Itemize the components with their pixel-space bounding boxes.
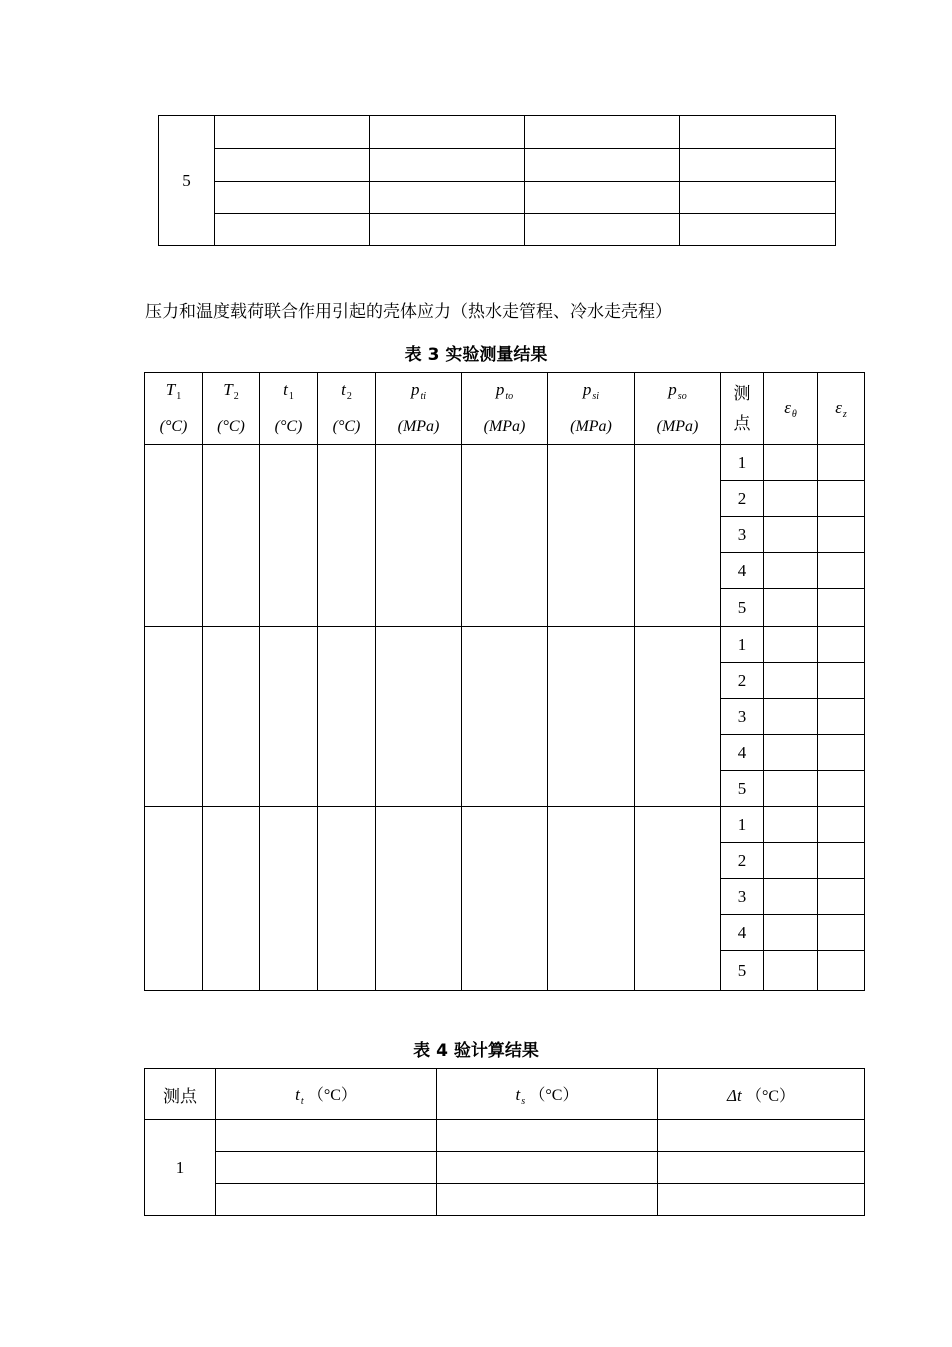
table4-caption: 表 4 验计算结果 xyxy=(413,1041,539,1061)
measure-cell xyxy=(318,627,376,807)
measure-cell xyxy=(548,445,635,627)
header-unit: (°C) xyxy=(159,418,188,435)
header-symbol: T xyxy=(223,380,233,399)
header-unit: (MPa) xyxy=(483,418,526,435)
epsilon-symbol: ε xyxy=(784,397,791,417)
top-table xyxy=(158,115,836,246)
col-ts-header xyxy=(437,1069,658,1120)
point-number: 4 xyxy=(721,553,764,589)
point-number: 5 xyxy=(721,589,764,627)
header-unit: (°C) xyxy=(274,418,303,435)
header-col-4 xyxy=(318,373,376,445)
point-number: 2 xyxy=(721,481,764,517)
point-number: 3 xyxy=(721,879,764,915)
table3-caption: 表 3 实验测量结果 xyxy=(404,345,548,365)
header-col-5 xyxy=(376,373,462,445)
strain-cell xyxy=(818,807,865,843)
ts-subscript: s xyxy=(521,1095,526,1107)
strain-cell xyxy=(764,553,818,589)
group-label: 5 xyxy=(159,116,215,246)
header-subscript: to xyxy=(505,391,514,402)
table4-group-label: 1 xyxy=(145,1120,216,1216)
header-subscript: si xyxy=(592,391,600,402)
tt-symbol: t xyxy=(295,1084,300,1104)
point-number: 1 xyxy=(721,807,764,843)
strain-cell xyxy=(764,699,818,735)
measure-cell xyxy=(548,627,635,807)
point-number: 1 xyxy=(721,627,764,663)
header-subscript: 2 xyxy=(346,391,352,402)
point-number: 5 xyxy=(721,771,764,807)
header-subscript: so xyxy=(677,391,687,402)
measure-cell xyxy=(462,627,548,807)
strain-cell xyxy=(818,627,865,663)
header-symbol: p xyxy=(582,380,592,399)
strain-cell xyxy=(764,663,818,699)
header-symbol: T xyxy=(165,380,176,399)
strain-cell xyxy=(818,481,865,517)
header-symbol: p xyxy=(410,380,420,399)
header-col-8 xyxy=(635,373,721,445)
measure-cell xyxy=(376,445,462,627)
point-number: 1 xyxy=(721,445,764,481)
strain-cell xyxy=(818,951,865,991)
strain-cell xyxy=(764,517,818,553)
ts-symbol: t xyxy=(515,1084,521,1104)
strain-cell xyxy=(764,951,818,991)
table-row xyxy=(145,627,865,663)
strain-cell xyxy=(764,915,818,951)
measure-cell xyxy=(260,807,318,991)
epsilon-subscript: θ xyxy=(791,408,797,420)
header-unit: (MPa) xyxy=(570,418,612,435)
strain-cell xyxy=(764,771,818,807)
strain-cell xyxy=(818,517,865,553)
point-number: 4 xyxy=(721,735,764,771)
point-number: 2 xyxy=(721,843,764,879)
header-symbol: t xyxy=(341,380,346,399)
strain-cell xyxy=(818,553,865,589)
epsilon-subscript: z xyxy=(842,408,847,420)
measure-cell xyxy=(203,627,260,807)
point-number: 2 xyxy=(721,663,764,699)
header-col-1 xyxy=(145,373,203,445)
strain-cell xyxy=(818,843,865,879)
measure-cell xyxy=(376,807,462,991)
strain-cell xyxy=(764,445,818,481)
header-col-3 xyxy=(260,373,318,445)
eps-z-header xyxy=(818,373,865,445)
point-header-line2: 点 xyxy=(733,413,751,434)
measurement-table xyxy=(144,372,865,991)
col-tt-header xyxy=(216,1069,437,1120)
point-number: 3 xyxy=(721,699,764,735)
strain-cell xyxy=(764,627,818,663)
measure-cell xyxy=(318,807,376,991)
col-dt-header xyxy=(658,1069,865,1120)
point-header-line1: 测 xyxy=(733,383,751,404)
header-subscript: 2 xyxy=(233,391,239,402)
measure-cell xyxy=(548,807,635,991)
strain-cell xyxy=(764,735,818,771)
point-number: 5 xyxy=(721,951,764,991)
section-paragraph: 压力和温度载荷联合作用引起的壳体应力（热水走管程、冷水走壳程） xyxy=(145,302,672,322)
measure-cell xyxy=(145,445,203,627)
measure-cell xyxy=(260,445,318,627)
measure-cell xyxy=(635,445,721,627)
point-number: 4 xyxy=(721,915,764,951)
table-row xyxy=(145,445,865,481)
dt-symbol: Δt xyxy=(726,1085,742,1105)
strain-cell xyxy=(818,663,865,699)
table-row xyxy=(145,807,865,843)
header-unit: (MPa) xyxy=(397,418,440,435)
header-unit: (°C) xyxy=(217,418,245,435)
tt-unit: （°C） xyxy=(307,1086,357,1104)
header-unit: (MPa) xyxy=(656,418,699,435)
eps-theta-header xyxy=(764,373,818,445)
header-subscript: 1 xyxy=(176,391,182,402)
strain-cell xyxy=(764,589,818,627)
strain-cell xyxy=(818,771,865,807)
header-col-7 xyxy=(548,373,635,445)
dt-unit: （°C） xyxy=(745,1087,796,1105)
col-point-header: 测点 xyxy=(145,1069,216,1120)
measure-cell xyxy=(376,627,462,807)
strain-cell xyxy=(818,879,865,915)
ts-unit: （°C） xyxy=(529,1086,579,1104)
header-subscript: 1 xyxy=(288,391,294,402)
strain-cell xyxy=(818,735,865,771)
strain-cell xyxy=(818,445,865,481)
measure-cell xyxy=(145,807,203,991)
header-col-6 xyxy=(462,373,548,445)
measure-cell xyxy=(203,445,260,627)
strain-cell xyxy=(818,589,865,627)
measure-cell xyxy=(203,807,260,991)
header-symbol: p xyxy=(668,380,677,399)
tt-subscript: t xyxy=(300,1095,304,1107)
strain-cell xyxy=(764,843,818,879)
strain-cell xyxy=(764,879,818,915)
strain-cell xyxy=(818,699,865,735)
measure-cell xyxy=(260,627,318,807)
point-header xyxy=(721,373,764,445)
measure-cell xyxy=(462,807,548,991)
calc-table xyxy=(144,1068,865,1216)
strain-cell xyxy=(764,481,818,517)
measure-cell xyxy=(318,445,376,627)
measure-cell xyxy=(462,445,548,627)
point-number: 3 xyxy=(721,517,764,553)
header-subscript: ti xyxy=(420,391,427,402)
epsilon-symbol: ε xyxy=(835,397,842,417)
strain-cell xyxy=(764,807,818,843)
measure-cell xyxy=(635,807,721,991)
header-col-2 xyxy=(203,373,260,445)
header-symbol: t xyxy=(283,380,288,399)
strain-cell xyxy=(818,915,865,951)
measure-cell xyxy=(635,627,721,807)
header-unit: (°C) xyxy=(332,418,361,435)
header-symbol: p xyxy=(495,380,505,399)
measure-cell xyxy=(145,627,203,807)
